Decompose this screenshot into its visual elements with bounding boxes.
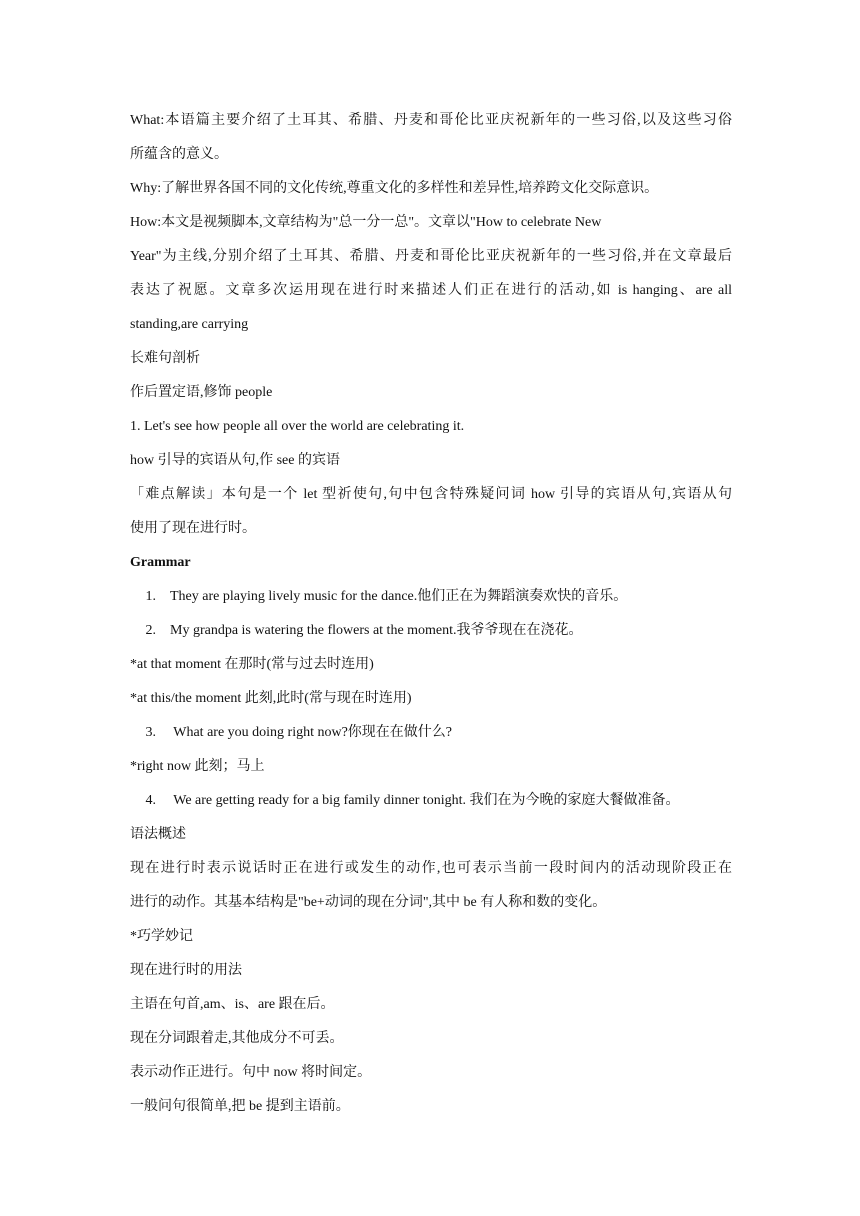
grammar-list-item <box>130 716 740 750</box>
overview-paragraph-line: 进行的动作。其基本结构是"be+动词的现在分词",其中 be 有人称和数的变化。 <box>130 895 607 910</box>
section-heading-overview: 语法概述 <box>130 827 186 842</box>
list-number: 2. <box>145 623 156 638</box>
how-paragraph-line: standing,are carrying <box>130 317 249 332</box>
grammar-list-item <box>130 784 740 818</box>
rhyme-line: 主语在句首,am、is、are 跟在后。 <box>130 997 335 1012</box>
grammar-heading: Grammar <box>130 555 191 570</box>
annotation-note: how 引导的宾语从句,作 see 的宾语 <box>130 453 340 468</box>
rhyme-line: 现在分词跟着走,其他成分不可丢。 <box>130 1031 344 1046</box>
analysis-paragraph-line: 「难点解读」本句是一个 let 型祈使句,句中包含特殊疑问词 how 引导的宾语从句,宾语从句 <box>130 487 732 502</box>
section-heading-long-sentence: 长难句剖析 <box>130 351 200 366</box>
usage-tip: *at this/the moment 此刻,此时(常与现在时连用) <box>130 691 412 706</box>
list-item-text: What are you doing right now?你现在在做什么? <box>170 725 453 740</box>
how-paragraph-line: 表达了祝愿。文章多次运用现在进行时来描述人们正在进行的活动,如 is hanging、are all <box>130 283 732 298</box>
rhyme-line: 表示动作正进行。句中 now 将时间定。 <box>130 1065 372 1080</box>
what-paragraph-line: What:本语篇主要介绍了土耳其、希腊、丹麦和哥伦比亚庆祝新年的一些习俗,以及这些习俗 <box>130 113 732 128</box>
why-paragraph: Why:了解世界各国不同的文化传统,尊重文化的多样性和差异性,培养跨文化交际意识。 <box>130 181 659 196</box>
analysis-paragraph-line: 使用了现在进行时。 <box>130 521 256 536</box>
list-item-text: We are getting ready for a big family dinner tonight. 我们在为今晚的家庭大餐做准备。 <box>170 793 680 808</box>
what-paragraph-line: 所蕴含的意义。 <box>130 147 228 162</box>
grammar-list-item <box>130 614 740 648</box>
annotation-note: 作后置定语,修饰 people <box>130 385 273 400</box>
list-number: 1. <box>145 589 156 604</box>
list-item-text: They are playing lively music for the dance.他们正在为舞蹈演奏欢快的音乐。 <box>170 589 628 604</box>
overview-paragraph-line: 现在进行时表示说话时正在进行或发生的动作,也可表示当前一段时间内的活动现阶段正在 <box>130 861 732 876</box>
memory-tip-heading: *巧学妙记 <box>130 929 193 944</box>
usage-heading: 现在进行时的用法 <box>130 963 242 978</box>
list-number: 3. <box>145 725 156 740</box>
grammar-list-item <box>130 580 740 614</box>
how-paragraph-line: How:本文是视频脚本,文章结构为"总一分一总"。文章以"How to celebrate New <box>130 215 602 230</box>
list-item-text: My grandpa is watering the flowers at the moment.我爷爷现在在浇花。 <box>170 623 583 638</box>
example-sentence: 1. Let's see how people all over the world are celebrating it. <box>130 419 465 434</box>
document-page <box>130 104 740 1124</box>
list-number: 4. <box>145 793 156 808</box>
usage-tip: *at that moment 在那时(常与过去时连用) <box>130 657 374 672</box>
rhyme-line: 一般问句很简单,把 be 提到主语前。 <box>130 1099 350 1114</box>
how-paragraph-line: Year"为主线,分别介绍了土耳其、希腊、丹麦和哥伦比亚庆祝新年的一些习俗,并在文章最后 <box>130 249 732 264</box>
usage-tip: *right now 此刻；马上 <box>130 759 265 774</box>
